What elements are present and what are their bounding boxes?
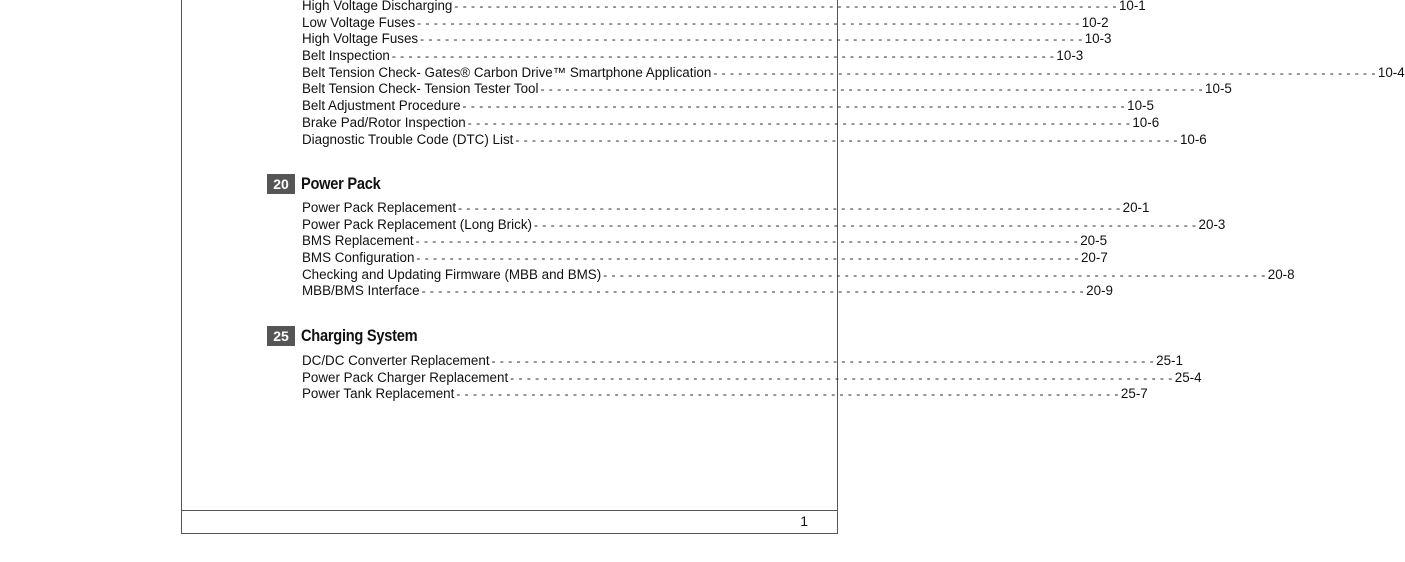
toc-entry-title: Belt Tension Check- Gates® Carbon Drive™ Smartphone Application (302, 64, 712, 80)
toc-entry-title: Power Tank Replacement (302, 386, 455, 402)
toc-entry-page: 20-1 (1122, 200, 1150, 215)
toc-leader: - - - - - - - - - - - - - - - - - - - - - - - - - - - - - - - - - - - - - - - - - - - - - - - - - - - - - - - - - - - - - - - - - - - - - - - - - - - - - - - - (417, 15, 1080, 30)
toc-entry-title: Power Pack Replacement (302, 200, 457, 215)
toc-leader: - - - - - - - - - - - - - - - - - - - - - - - - - - - - - - - - - - - - - - - - - - - - - - - - - - - - - - - - - - - - - - - - - - - - - - - - - - - - - - - - (491, 354, 1155, 368)
toc-leader: - - - - - - - - - - - - - - - - - - - - - - - - - - - - - - - - - - - - - - - - - - - - - - - - - - - - - - - - - - - - - - - - - - - - - - - - - - - - - - - - (420, 32, 1083, 47)
toc-entry-title: Belt Tension Check- Tension Tester Tool (302, 81, 539, 97)
toc-entry-page: 20-8 (1267, 266, 1295, 282)
toc-entry-page: 25-7 (1120, 386, 1148, 402)
toc-entry-page: 10-6 (1132, 114, 1160, 130)
toc-leader: - - - - - - - - - - - - - - - - - - - - - - - - - - - - - - - - - - - - - - - - - - - - - - - - - - - - - - - - - - - - - - - - - - - - - - - - - - - - - - - - (391, 49, 1055, 64)
toc-entry[interactable] (302, 0, 1146, 15)
toc-leader: - - - - - - - - - - - - - - - - - - - - - - - - - - - - - - - - - - - - - - - - - - - - - - - - - - - - - - - - - - - - - - - - - - - - - - - - - - - - - - - - (456, 387, 1119, 402)
toc-entry-page: 20-3 (1198, 216, 1226, 232)
toc-entry-title: MBB/BMS Interface (302, 283, 420, 299)
toc-entry-page: 10-5 (1205, 81, 1232, 97)
toc-entry-title: High Voltage Fuses (302, 31, 419, 47)
toc-entry[interactable] (302, 48, 1084, 65)
toc-entry-page: 25-4 (1174, 369, 1202, 385)
toc-entry-title: Belt Adjustment Procedure (302, 98, 461, 114)
toc-entry-page: 20-7 (1080, 250, 1108, 266)
toc-leader: - - - - - - - - - - - - - - - - - - - - - - - - - - - - - - - - - - - - - - - - - - - - - - - - - - - - - - - - - - - - - - - - - - - - - - - - - - - - - - - - (533, 217, 1197, 232)
toc-entry[interactable] (302, 353, 1183, 370)
toc-section-20-list (302, 200, 1295, 300)
toc-leader: - - - - - - - - - - - - - - - - - - - - - - - - - - - - - - - - - - - - - - - - - - - - - - - - - - - - - - - - - - - - - - - - - - - - - - - - - - - - - - - - (467, 115, 1131, 130)
toc-leader: - - - - - - - - - - - - - - - - - - - - - - - - - - - - - - - - - - - - - - - - - - - - - - - - - - - - - - - - - - - - - - - - - - - - - - - - - - - - - - - - (421, 284, 1085, 299)
toc-entry-title: Low Voltage Fuses (302, 14, 416, 30)
toc-entry[interactable] (302, 14, 1109, 32)
toc-entry[interactable] (302, 131, 1207, 149)
toc-entry-page: 10-3 (1056, 48, 1084, 64)
toc-entry-title: Belt Inspection (302, 48, 390, 64)
toc-entry-page: 20-5 (1080, 233, 1108, 249)
toc-entry[interactable] (302, 31, 1112, 48)
toc-entry-page: 10-4 (1377, 64, 1405, 80)
toc-entry[interactable] (302, 233, 1108, 250)
section-header-20 (267, 173, 393, 195)
footer-divider (181, 510, 838, 511)
toc-entry[interactable] (302, 98, 1154, 115)
toc-entry-page: 10-2 (1081, 14, 1109, 30)
toc-leader: - - - - - - - - - - - - - - - - - - - - - - - - - - - - - - - - - - - - - - - - - - - - - - - - - - - - - - - - - - - - - - - - - - - - - - - - - - - - - - - - (713, 65, 1376, 80)
toc-entry-title: Brake Pad/Rotor Inspection (302, 114, 466, 130)
toc-entry[interactable] (302, 369, 1202, 387)
toc-entry-title: Power Pack Charger Replacement (302, 369, 509, 385)
page-number: 1 (800, 513, 808, 529)
section-title: Power Pack (301, 174, 381, 193)
toc-leader: - - - - - - - - - - - - - - - - - - - - - - - - - - - - - - - - - - - - - - - - - - - - - - - - - - - - - - - - - - - - - - - - - - - - - - - - - - - - - - - - (415, 234, 1079, 249)
toc-entry[interactable] (302, 386, 1148, 403)
toc-section-25-list (302, 353, 1202, 403)
toc-leader: - - - - - - - - - - - - - - - - - - - - - - - - - - - - - - - - - - - - - - - - - - - - - - - - - - - - - - - - - - - - - - - - - - - - - - - - - - - - - - - - (462, 99, 1126, 114)
toc-entry[interactable] (302, 250, 1108, 267)
toc-leader: - - - - - - - - - - - - - - - - - - - - - - - - - - - - - - - - - - - - - - - - - - - - - - - - - - - - - - - - - - - - - - - - - - - - - - - - - - - - - - - - (454, 0, 1117, 13)
section-title: Charging System (301, 326, 418, 345)
toc-entry[interactable] (302, 114, 1160, 132)
toc-entry-page: 25-1 (1156, 353, 1183, 368)
toc-section-10-list (302, 0, 1405, 148)
toc-entry[interactable] (302, 64, 1405, 82)
toc-entry-title: BMS Replacement (302, 233, 414, 249)
section-number-badge: 20 (267, 174, 295, 194)
toc-leader: - - - - - - - - - - - - - - - - - - - - - - - - - - - - - - - - - - - - - - - - - - - - - - - - - - - - - - - - - - - - - - - - - - - - - - - - - - - - - - - - (416, 251, 1079, 266)
toc-entry-page: 10-3 (1084, 31, 1112, 47)
toc-leader: - - - - - - - - - - - - - - - - - - - - - - - - - - - - - - - - - - - - - - - - - - - - - - - - - - - - - - - - - - - - - - - - - - - - - - - - - - - - - - - - (603, 267, 1266, 282)
toc-entry-page: 10-6 (1179, 131, 1207, 147)
toc-entry-page: 20-9 (1086, 283, 1113, 299)
toc-entry-title: Diagnostic Trouble Code (DTC) List (302, 131, 514, 147)
toc-entry-title: DC/DC Converter Replacement (302, 353, 490, 368)
toc-entry[interactable] (302, 266, 1295, 284)
toc-leader: - - - - - - - - - - - - - - - - - - - - - - - - - - - - - - - - - - - - - - - - - - - - - - - - - - - - - - - - - - - - - - - - - - - - - - - - - - - - - - - - (540, 82, 1204, 97)
section-number-badge: 25 (267, 326, 295, 346)
toc-entry-page: 10-5 (1127, 98, 1154, 114)
section-header-25 (267, 325, 436, 347)
toc-entry-title: High Voltage Discharging (302, 0, 453, 13)
toc-entry-page: 10-1 (1118, 0, 1146, 13)
toc-entry[interactable] (302, 283, 1113, 300)
toc-leader: - - - - - - - - - - - - - - - - - - - - - - - - - - - - - - - - - - - - - - - - - - - - - - - - - - - - - - - - - - - - - - - - - - - - - - - - - - - - - - - - (510, 370, 1173, 385)
toc-entry-title: BMS Configuration (302, 250, 415, 266)
toc-entry-title: Power Pack Replacement (Long Brick) (302, 216, 532, 232)
toc-leader: - - - - - - - - - - - - - - - - - - - - - - - - - - - - - - - - - - - - - - - - - - - - - - - - - - - - - - - - - - - - - - - - - - - - - - - - - - - - - - - - (458, 201, 1121, 215)
toc-entry[interactable] (302, 200, 1150, 217)
toc-leader: - - - - - - - - - - - - - - - - - - - - - - - - - - - - - - - - - - - - - - - - - - - - - - - - - - - - - - - - - - - - - - - - - - - - - - - - - - - - - - - - (515, 132, 1178, 147)
toc-entry-title: Checking and Updating Firmware (MBB and BMS) (302, 266, 602, 282)
toc-entry[interactable] (302, 81, 1232, 98)
toc-entry[interactable] (302, 216, 1226, 234)
